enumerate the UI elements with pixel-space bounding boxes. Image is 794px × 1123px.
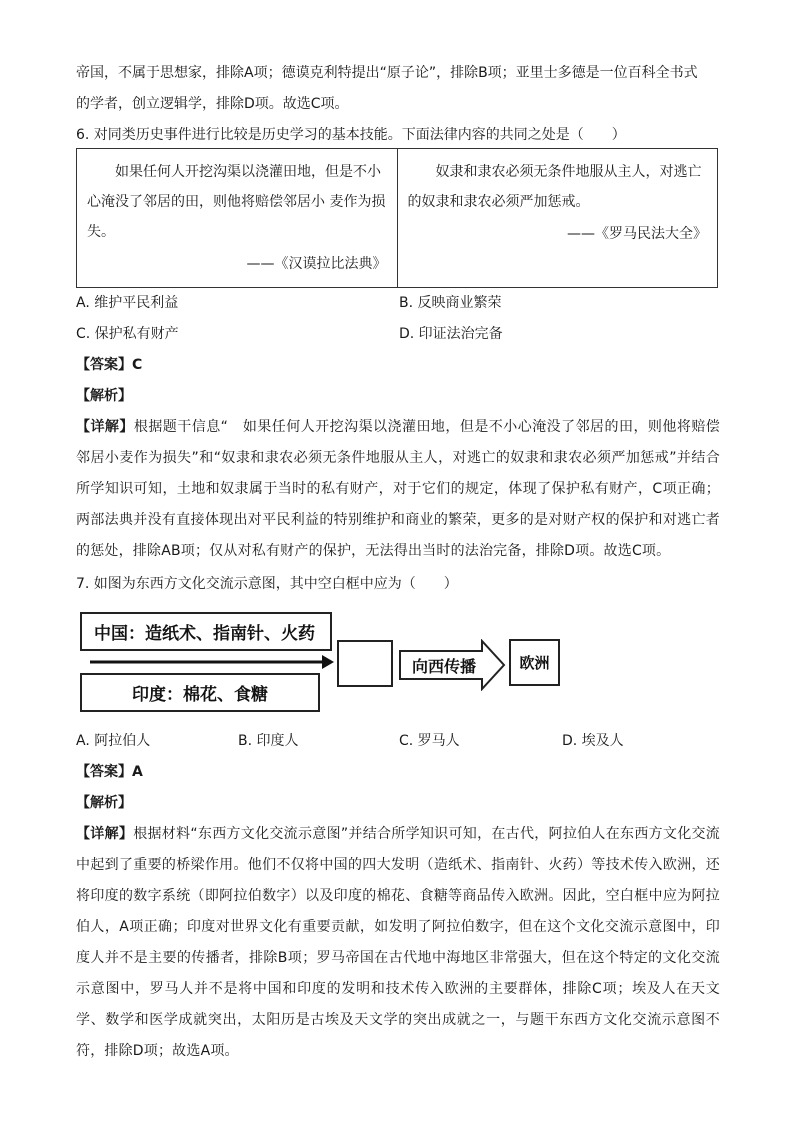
q7-option-d: D. 埃及人 (562, 733, 624, 749)
q6-option-a: A. 维护平民利益 (76, 295, 179, 311)
q6-answer: 【答案】C (76, 357, 143, 373)
question-7: 7. 如图为东西方文化交流示意图，其中空白框中应为（ ） (76, 576, 458, 592)
roman-source: ——《罗马民法大全》 (567, 226, 707, 242)
q7-option-a: A. 阿拉伯人 (76, 733, 151, 749)
q7-answer: 【答案】A (76, 764, 143, 780)
hammurabi-source: ——《汉谟拉比法典》 (246, 256, 387, 272)
q7-analysis-label: 【解析】 (76, 795, 132, 811)
question-6: 6. 对同类历史事件进行比较是历史学习的基本技能。下面法律内容的共同之处是（ ） (76, 127, 626, 143)
text-line: 帝国，不属于思想家，排除A项；德谟克利特提出“原子论”，排除B项；亚里士多德是一位百科全书式 (76, 65, 698, 81)
q6-detail (76, 412, 720, 567)
hammurabi-text: 如果任何人开挖沟渠以浇灌田地，但是不小心淹没了邻居的田，则他将赔偿邻居小 麦作为损失。 (87, 164, 386, 240)
india-label: 印度：棉花、食糖 (132, 685, 268, 705)
law-cell-right (397, 149, 718, 288)
q7-detail-text: 根据材料“东西方文化交流示意图”并结合所学知识可知，在古代，阿拉伯人在东西方文化交流中起到了重要的桥梁作用。他们不仅将中国的四大发明（造纸术、指南针、火药）等技术传入欧洲，还将印度的数字系统（即阿拉伯数字）以及印度的棉花、食糖等商品传入欧洲。因此，空白框中应为阿拉伯人，A项正确；印度对世界文化有重要贡献，如发明了阿拉伯数字，但在这个文化交流示意图中，印度人并不是主要的传播者，排除B项；罗马帝国在古代地中海地区非常强大，但在这个特定的文化交流示意图中，罗马人并不是将中国和印度的发明和技术传入欧洲的主要群体，排除C项；埃及人在天文学、数学和医学成就突出，太阳历是古埃及天文学的突出成就之一，与题干东西方文化交流示意图不符，排除D项；故选A项。 (76, 826, 720, 1059)
q7-option-b: B. 印度人 (238, 733, 299, 749)
text-line: 的学者，创立逻辑学，排除D项。故选C项。 (76, 96, 349, 112)
china-label: 中国：造纸术、指南针、火药 (94, 624, 315, 644)
q6-detail-text: 根据题干信息“ 如果任何人开挖沟渠以浇灌田地，但是不小心淹没了邻居的田，则他将赔偿邻居小麦作为损失”和“奴隶和隶农必须无条件地服从主人，对逃亡的奴隶和隶农必须严加惩戒”并结合所学知识可知，土地和奴隶属于当时的私有财产，对于它们的规定，体现了保护私有财产，C项正确；两部法典并没有直接体现出对平民利益的特别维护和商业的繁荣，更多的是对财产权的保护和对逃亡者的惩处，排除AB项；仅从对私有财产的保护，无法得出当时的法治完备，排除D项。故选C项。 (76, 419, 720, 559)
q6-option-b: B. 反映商业繁荣 (399, 295, 502, 311)
flow-arrow-icon (90, 652, 334, 672)
q7-detail (76, 819, 720, 1067)
blank-box (337, 640, 393, 687)
europe-label: 欧洲 (519, 654, 550, 672)
law-table (76, 148, 718, 288)
q7-option-c: C. 罗马人 (399, 733, 460, 749)
q7-detail-label: 【详解】 (76, 826, 134, 842)
q6-option-c: C. 保护私有财产 (76, 326, 179, 342)
europe-box (509, 639, 560, 686)
roman-text: 奴隶和隶农必须无条件地服从主人，对逃亡的奴隶和隶农必须严加惩戒。 (407, 164, 702, 210)
law-cell-left (77, 149, 398, 288)
china-box (80, 612, 332, 651)
spread-label: 向西传播 (411, 657, 476, 676)
q6-option-d: D. 印证法治完备 (399, 326, 503, 342)
q6-analysis-label: 【解析】 (76, 388, 132, 404)
india-box (80, 673, 320, 712)
q6-detail-label: 【详解】 (76, 419, 134, 435)
